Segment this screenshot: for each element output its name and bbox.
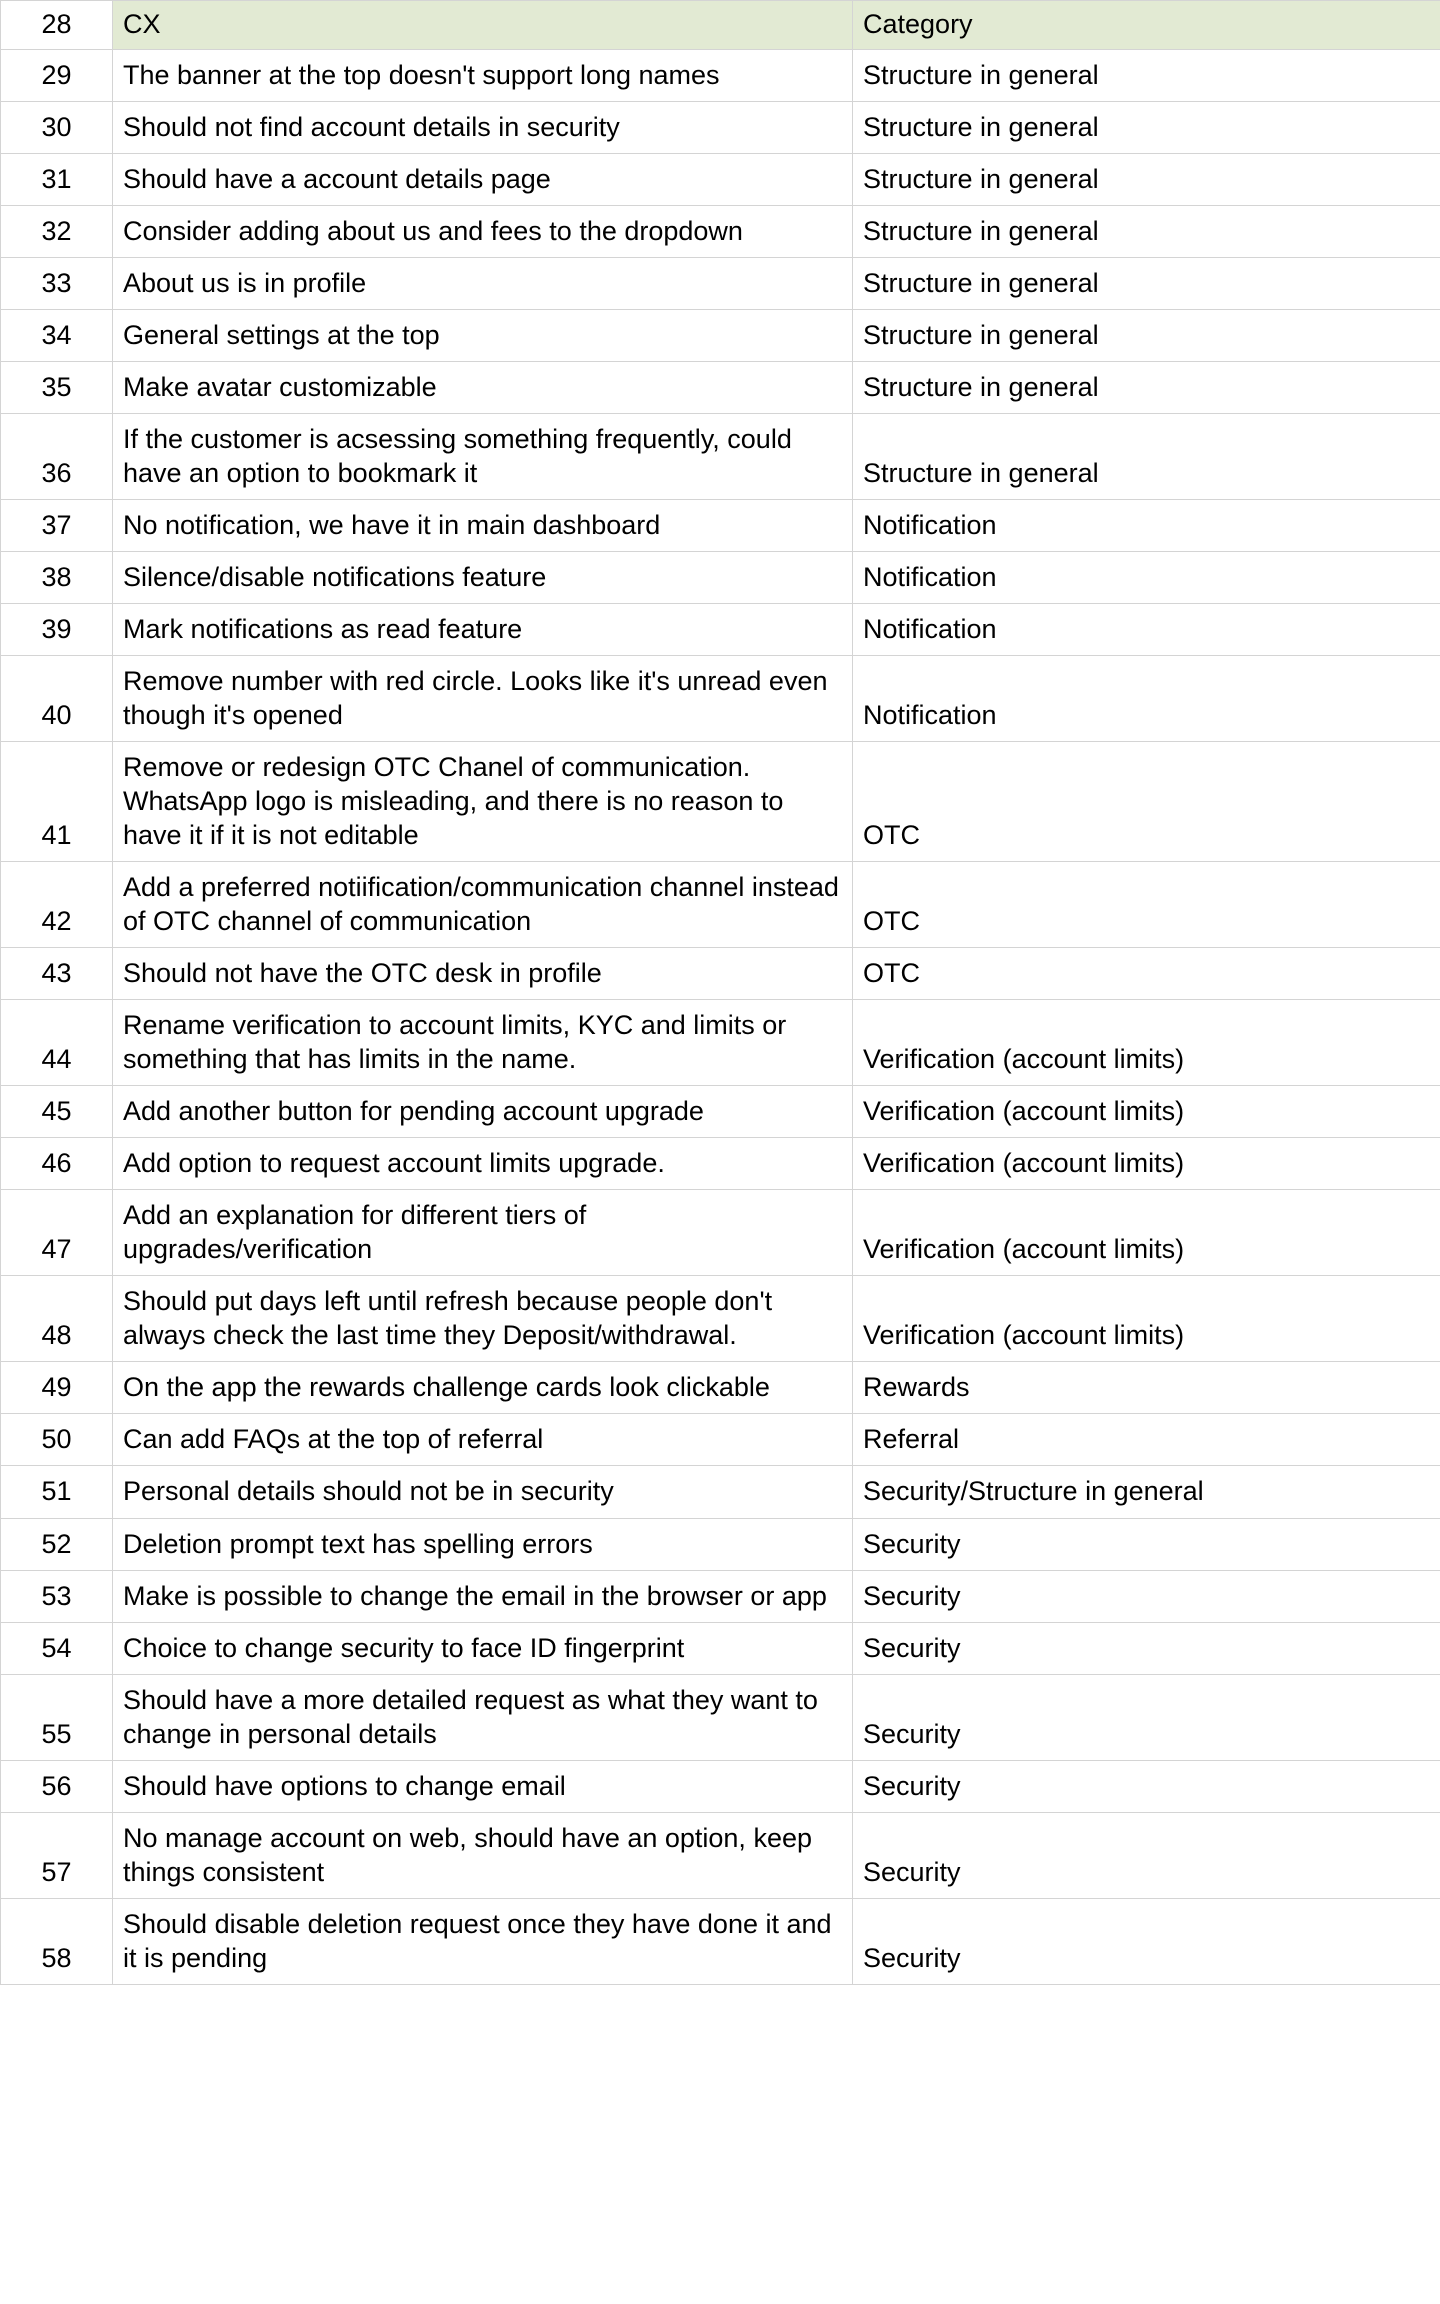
cell-cx[interactable]: The banner at the top doesn't support long names	[113, 50, 853, 102]
cell-cx[interactable]: Deletion prompt text has spelling errors	[113, 1518, 853, 1570]
cell-cx[interactable]: Add option to request account limits upgrade.	[113, 1138, 853, 1190]
cell-cx[interactable]: Remove or redesign OTC Chanel of communication. WhatsApp logo is misleading, and there is no reason to have it if it is not editable	[113, 742, 853, 862]
table-row	[1, 862, 1440, 948]
row-number[interactable]: 50	[1, 1414, 113, 1466]
cell-category[interactable]: Verification (account limits)	[853, 1086, 1440, 1138]
row-number[interactable]: 39	[1, 604, 113, 656]
cell-cx[interactable]: Can add FAQs at the top of referral	[113, 1414, 853, 1466]
cell-category[interactable]: Verification (account limits)	[853, 1000, 1440, 1086]
cell-category[interactable]: Security/Structure in general	[853, 1466, 1440, 1518]
row-number[interactable]: 34	[1, 310, 113, 362]
cell-cx[interactable]: Make is possible to change the email in the browser or app	[113, 1570, 853, 1622]
table-row	[1, 206, 1440, 258]
cell-cx[interactable]: General settings at the top	[113, 310, 853, 362]
table-row	[1, 1622, 1440, 1674]
cell-category[interactable]: Notification	[853, 604, 1440, 656]
cell-category[interactable]: Verification (account limits)	[853, 1190, 1440, 1276]
row-number[interactable]: 55	[1, 1674, 113, 1760]
row-number[interactable]: 31	[1, 154, 113, 206]
cell-category[interactable]: Security	[853, 1812, 1440, 1898]
row-number[interactable]: 32	[1, 206, 113, 258]
table-row	[1, 1414, 1440, 1466]
cell-category[interactable]: Structure in general	[853, 414, 1440, 500]
cell-cx[interactable]: Should have a more detailed request as what they want to change in personal details	[113, 1674, 853, 1760]
row-number[interactable]: 44	[1, 1000, 113, 1086]
cell-category[interactable]: OTC	[853, 742, 1440, 862]
cell-cx[interactable]: On the app the rewards challenge cards look clickable	[113, 1362, 853, 1414]
cell-cx[interactable]: Consider adding about us and fees to the dropdown	[113, 206, 853, 258]
cell-cx[interactable]: Remove number with red circle. Looks like it's unread even though it's opened	[113, 656, 853, 742]
cell-cx[interactable]: Add an explanation for different tiers of upgrades/verification	[113, 1190, 853, 1276]
cell-category[interactable]: Verification (account limits)	[853, 1276, 1440, 1362]
table-row	[1, 1276, 1440, 1362]
row-number[interactable]: 42	[1, 862, 113, 948]
cell-cx[interactable]: Should disable deletion request once they have done it and it is pending	[113, 1898, 853, 1984]
cell-cx[interactable]: Should not find account details in security	[113, 102, 853, 154]
row-number[interactable]: 38	[1, 552, 113, 604]
table-row	[1, 1138, 1440, 1190]
table-row	[1, 604, 1440, 656]
cell-category[interactable]: Structure in general	[853, 362, 1440, 414]
row-number[interactable]: 48	[1, 1276, 113, 1362]
table-row	[1, 656, 1440, 742]
table-row	[1, 742, 1440, 862]
table-row	[1, 1570, 1440, 1622]
cell-cx[interactable]: If the customer is acsessing something frequently, could have an option to bookmark it	[113, 414, 853, 500]
cell-category[interactable]: Referral	[853, 1414, 1440, 1466]
table-row	[1, 1466, 1440, 1518]
cell-cx[interactable]: Mark notifications as read feature	[113, 604, 853, 656]
row-number[interactable]: 37	[1, 500, 113, 552]
row-number[interactable]: 51	[1, 1466, 113, 1518]
row-number[interactable]: 36	[1, 414, 113, 500]
column-header-category[interactable]: Category	[853, 1, 1440, 50]
row-number[interactable]: 45	[1, 1086, 113, 1138]
table-row	[1, 50, 1440, 102]
table-row	[1, 154, 1440, 206]
cell-category[interactable]: Structure in general	[853, 258, 1440, 310]
cell-cx[interactable]: Silence/disable notifications feature	[113, 552, 853, 604]
table-body	[1, 1, 1440, 1985]
cell-cx[interactable]: Personal details should not be in security	[113, 1466, 853, 1518]
row-number[interactable]: 49	[1, 1362, 113, 1414]
row-number[interactable]: 56	[1, 1760, 113, 1812]
table-row	[1, 500, 1440, 552]
cell-category[interactable]: Notification	[853, 656, 1440, 742]
table-row	[1, 1362, 1440, 1414]
cell-cx[interactable]: Add a preferred notiification/communication channel instead of OTC channel of communication	[113, 862, 853, 948]
cell-category[interactable]: Structure in general	[853, 206, 1440, 258]
cell-category[interactable]: Security	[853, 1518, 1440, 1570]
cell-cx[interactable]: Should put days left until refresh because people don't always check the last time they Deposit/withdrawal.	[113, 1276, 853, 1362]
cell-category[interactable]: OTC	[853, 948, 1440, 1000]
table-row	[1, 258, 1440, 310]
table-row	[1, 1760, 1440, 1812]
cell-cx[interactable]: Make avatar customizable	[113, 362, 853, 414]
table-row	[1, 1674, 1440, 1760]
cell-cx[interactable]: No notification, we have it in main dashboard	[113, 500, 853, 552]
row-number[interactable]: 46	[1, 1138, 113, 1190]
row-number[interactable]: 40	[1, 656, 113, 742]
cell-category[interactable]: Notification	[853, 552, 1440, 604]
cell-category[interactable]: OTC	[853, 862, 1440, 948]
cell-category[interactable]: Structure in general	[853, 154, 1440, 206]
cell-cx[interactable]: Rename verification to account limits, KYC and limits or something that has limits in the name.	[113, 1000, 853, 1086]
table-row	[1, 310, 1440, 362]
row-number[interactable]: 57	[1, 1812, 113, 1898]
table-row	[1, 1190, 1440, 1276]
row-number[interactable]: 30	[1, 102, 113, 154]
table-row	[1, 102, 1440, 154]
cell-cx[interactable]: Choice to change security to face ID fingerprint	[113, 1622, 853, 1674]
table-row	[1, 948, 1440, 1000]
row-number[interactable]: 43	[1, 948, 113, 1000]
cell-category[interactable]: Notification	[853, 500, 1440, 552]
row-number[interactable]: 47	[1, 1190, 113, 1276]
row-number[interactable]: 41	[1, 742, 113, 862]
cell-category[interactable]: Security	[853, 1760, 1440, 1812]
table-header-row	[1, 1, 1440, 50]
row-number[interactable]: 28	[1, 1, 113, 50]
cell-category[interactable]: Structure in general	[853, 310, 1440, 362]
cell-category[interactable]: Security	[853, 1570, 1440, 1622]
cell-cx[interactable]: No manage account on web, should have an option, keep things consistent	[113, 1812, 853, 1898]
table-row	[1, 1086, 1440, 1138]
table-row	[1, 414, 1440, 500]
cell-category[interactable]: Security	[853, 1622, 1440, 1674]
cell-category[interactable]: Security	[853, 1898, 1440, 1984]
table-row	[1, 1518, 1440, 1570]
cell-cx[interactable]: Should not have the OTC desk in profile	[113, 948, 853, 1000]
cell-cx[interactable]: Should have a account details page	[113, 154, 853, 206]
row-number[interactable]: 52	[1, 1518, 113, 1570]
cell-cx[interactable]: Add another button for pending account upgrade	[113, 1086, 853, 1138]
cell-category[interactable]: Verification (account limits)	[853, 1138, 1440, 1190]
row-number[interactable]: 33	[1, 258, 113, 310]
cell-category[interactable]: Structure in general	[853, 50, 1440, 102]
table-row	[1, 1812, 1440, 1898]
cell-category[interactable]: Structure in general	[853, 102, 1440, 154]
table-row	[1, 1898, 1440, 1984]
cell-category[interactable]: Rewards	[853, 1362, 1440, 1414]
cell-category[interactable]: Security	[853, 1674, 1440, 1760]
row-number[interactable]: 54	[1, 1622, 113, 1674]
cell-cx[interactable]: Should have options to change email	[113, 1760, 853, 1812]
cell-cx[interactable]: About us is in profile	[113, 258, 853, 310]
table-row	[1, 1000, 1440, 1086]
row-number[interactable]: 29	[1, 50, 113, 102]
row-number[interactable]: 35	[1, 362, 113, 414]
table-row	[1, 362, 1440, 414]
row-number[interactable]: 53	[1, 1570, 113, 1622]
column-header-cx[interactable]: CX	[113, 1, 853, 50]
table-row	[1, 552, 1440, 604]
row-number[interactable]: 58	[1, 1898, 113, 1984]
